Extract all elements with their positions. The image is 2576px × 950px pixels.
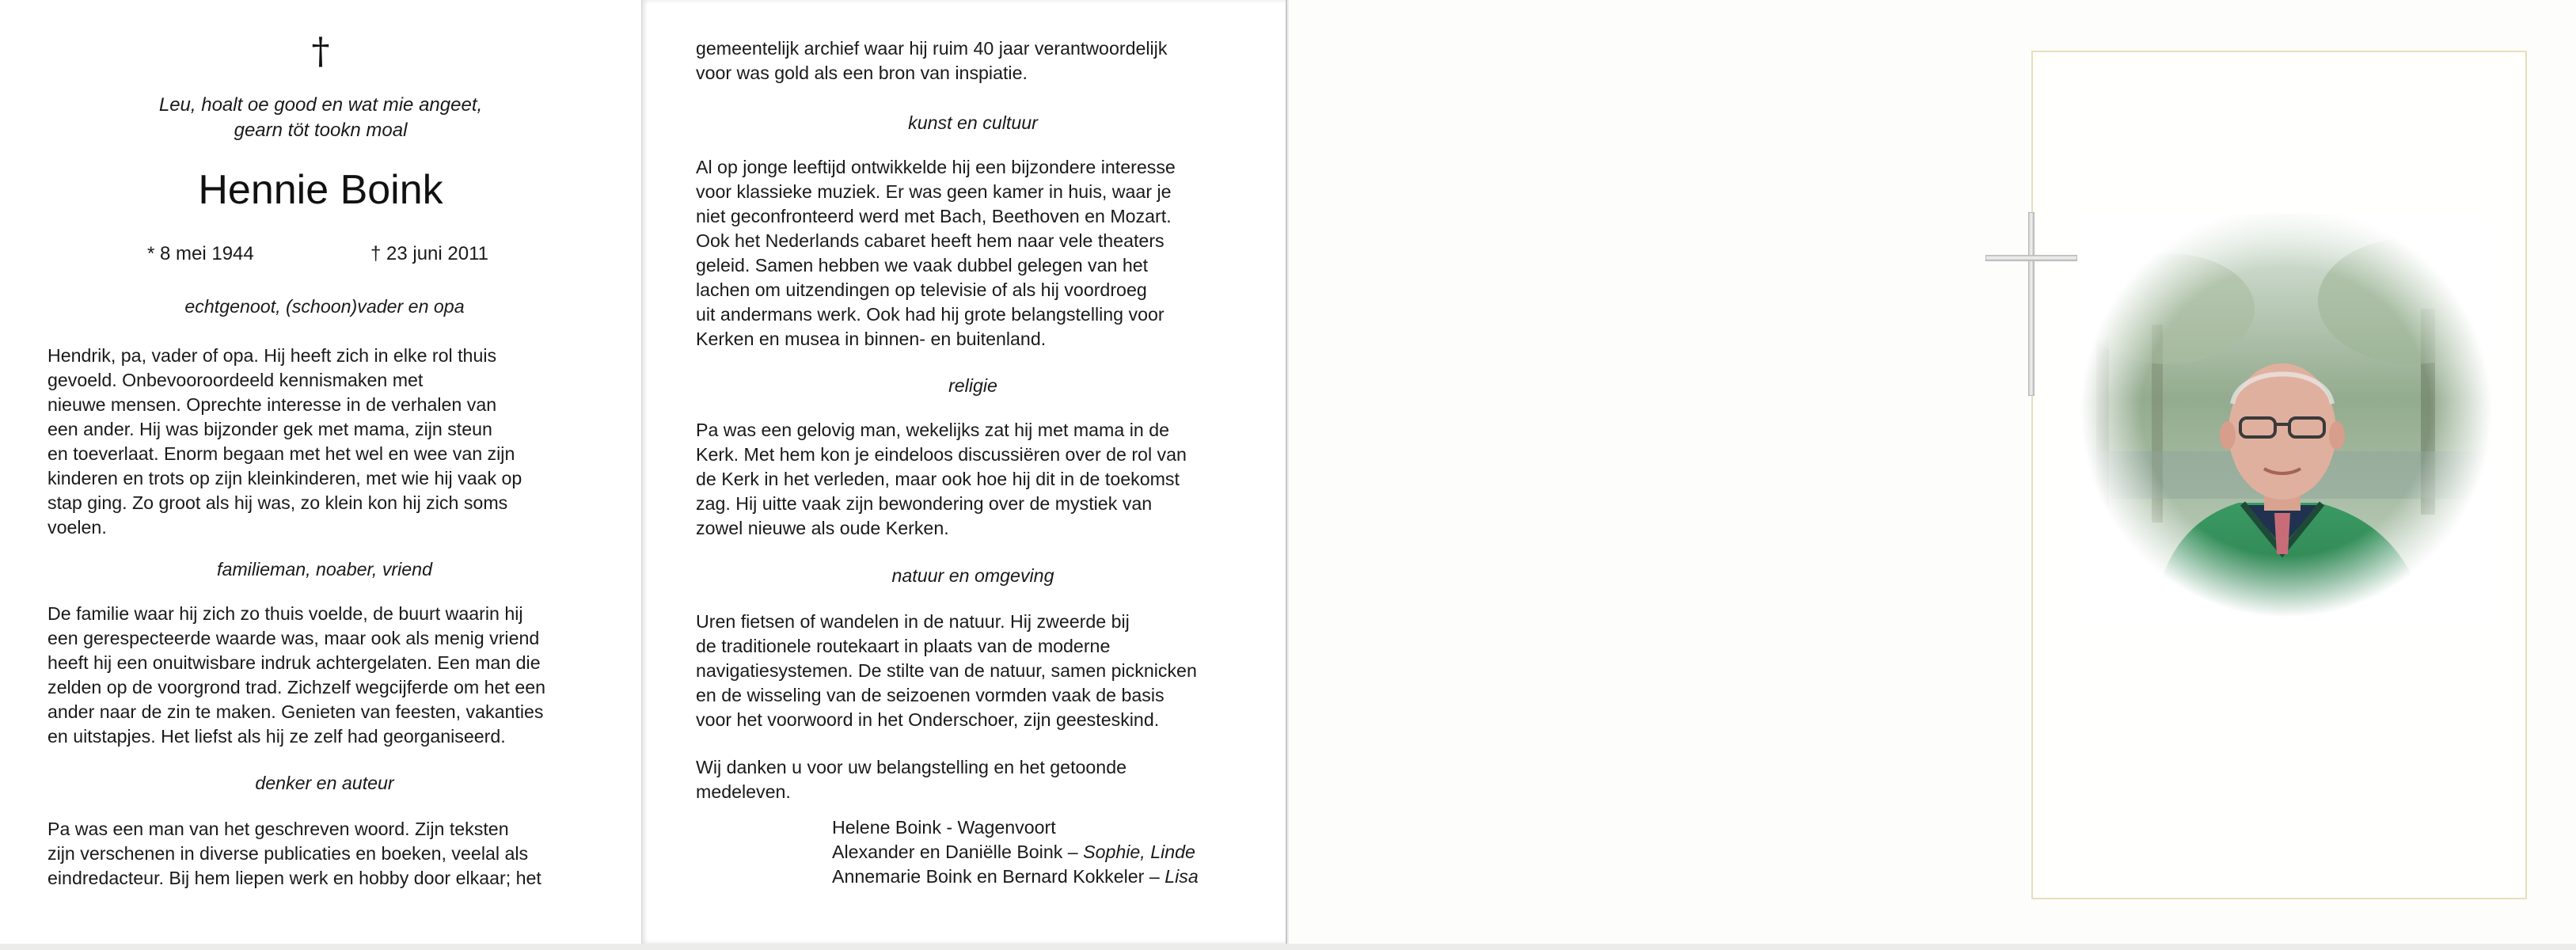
death-date: † 23 juni 2011 — [370, 243, 489, 264]
text-line: Al op jonge leeftijd ontwikkelde hij een bijzondere interesse — [696, 157, 1176, 177]
text-line: stap ging. Zo groot als hij was, zo klein kon hij zich soms — [47, 492, 508, 513]
text-line: geleid. Samen hebben we vaak dubbel gelegen van het — [696, 255, 1149, 276]
motto-line: gearn töt tookn moal — [234, 120, 408, 141]
text-line: Ook het Nederlands cabaret heeft hem naar vele theaters — [696, 230, 1165, 251]
text-line: voor was gold als een bron van inspiatie. — [696, 63, 1028, 83]
section-heading: kunst en cultuur — [908, 112, 1038, 133]
signature-names: Annemarie Boink en Bernard Kokkeler – — [832, 866, 1165, 887]
signature-line — [832, 815, 1199, 840]
text-line: medeleven. — [696, 781, 791, 802]
text-line: de traditionele routekaart in plaats van de moderne — [696, 636, 1111, 656]
text-line: zowel nieuwe als oude Kerken. — [696, 518, 949, 538]
section-text — [696, 418, 1250, 541]
cross-icon: † — [311, 29, 330, 72]
text-line: Kerk. Met hem kon je eindeloos discussiëren over de rol van — [696, 444, 1187, 465]
section-text — [47, 602, 602, 749]
text-line: zelden op de voorgrond trad. Zichzelf wegcijferde om het een — [47, 677, 546, 697]
text-line: lachen om uitzendingen op televisie of als hij voordroeg — [696, 279, 1147, 300]
text-line: ander naar de zin te maken. Genieten van feesten, vakanties — [47, 701, 544, 722]
silver-cross-bar — [1985, 255, 2077, 261]
section-text — [696, 610, 1250, 732]
section-heading: familieman, noaber, vriend — [217, 559, 432, 580]
text-line: kinderen en trots op zijn kleinkinderen, met wie hij vaak op — [47, 468, 522, 488]
text-line: de Kerk in het verleden, maar ook hoe hij dit in de toekomst — [696, 469, 1180, 489]
text-line: Pa was een man van het geschreven woord. Zijn teksten — [47, 819, 509, 839]
section-text — [47, 344, 602, 540]
text-line: zijn verschenen in diverse publicaties en boeken, veelal als — [47, 843, 529, 864]
portrait-photo — [2080, 214, 2492, 625]
text-line: Wij danken u voor uw belangstelling en het getoonde — [696, 757, 1127, 777]
signature-line — [832, 864, 1199, 889]
signature-names: Helene Boink - Wagenvoort — [832, 817, 1056, 838]
motto — [0, 93, 641, 143]
section-text — [696, 155, 1250, 352]
text-line: heeft hij een onuitwisbare indruk achtergelaten. Een man die — [47, 652, 541, 673]
section-heading: echtgenoot, (schoon)vader en opa — [184, 296, 465, 317]
text-line: Kerken en musea in binnen- en buitenland. — [696, 329, 1047, 349]
text-line: De familie waar hij zich zo thuis voelde, de buurt waarin hij — [47, 603, 523, 624]
section-heading: religie — [948, 375, 997, 396]
motto-line: Leu, hoalt oe good en wat mie angeet, — [158, 94, 483, 116]
text-line: niet geconfronteerd werd met Bach, Beethoven en Mozart. — [696, 206, 1172, 226]
text-line: uit andermans werk. Ook had hij grote belangstelling voor — [696, 304, 1165, 325]
section-text — [47, 817, 602, 891]
silver-cross-icon — [2028, 212, 2035, 396]
deceased-name: Hennie Boink — [198, 167, 443, 213]
section-heading: natuur en omgeving — [891, 565, 1054, 586]
text-line: een ander. Hij was bijzonder gek met mama, zijn steun — [47, 419, 492, 439]
text-line: Pa was een gelovig man, wekelijks zat hij met mama in de — [696, 420, 1169, 440]
signature-grandchildren: Lisa — [1165, 866, 1199, 887]
text-line: en de wisseling van de seizoenen vormden vaak de basis — [696, 685, 1165, 705]
section-heading: denker en auteur — [255, 773, 394, 793]
text-line: voelen. — [47, 517, 107, 538]
signature-grandchildren: Sophie, Linde — [1083, 842, 1195, 862]
thanks-text — [696, 755, 1250, 804]
text-line: navigatiesystemen. De stilte van de natuur, samen picknicken — [696, 660, 1197, 681]
text-line: zag. Hij uitte vaak zijn bewondering over de mystiek van — [696, 493, 1153, 514]
text-line: een gerespecteerde waarde was, maar ook als menig vriend — [47, 628, 540, 648]
text-line: nieuwe mensen. Oprechte interesse in de verhalen van — [47, 394, 497, 415]
signature-names: Alexander en Daniëlle Boink – — [832, 842, 1084, 862]
text-line: eindredacteur. Bij hem liepen werk en hobby door elkaar; het — [47, 868, 541, 888]
text-line: voor klassieke muziek. Er was geen kamer in huis, waar je — [696, 181, 1172, 202]
continuation-text — [696, 36, 1250, 86]
text-line: gevoeld. Onbevooroordeeld kennismaken met — [47, 370, 424, 390]
left-page — [0, 0, 642, 944]
text-line: en uitstapjes. Het liefst als hij ze zelf had georganiseerd. — [47, 726, 506, 747]
signature-line — [832, 840, 1199, 864]
text-line: gemeentelijk archief waar hij ruim 40 jaar verantwoordelijk — [696, 38, 1168, 59]
text-line: Hendrik, pa, vader of opa. Hij heeft zich in elke rol thuis — [47, 345, 497, 366]
birth-date: * 8 mei 1944 — [147, 243, 254, 264]
text-line: voor het voorwoord in het Onderschoer, zijn geesteskind. — [696, 709, 1160, 730]
text-line: en toeverlaat. Enorm begaan met het wel en wee van zijn — [47, 443, 515, 464]
signatures — [832, 815, 1199, 889]
text-line: Uren fietsen of wandelen in de natuur. Hij zweerde bij — [696, 611, 1130, 632]
